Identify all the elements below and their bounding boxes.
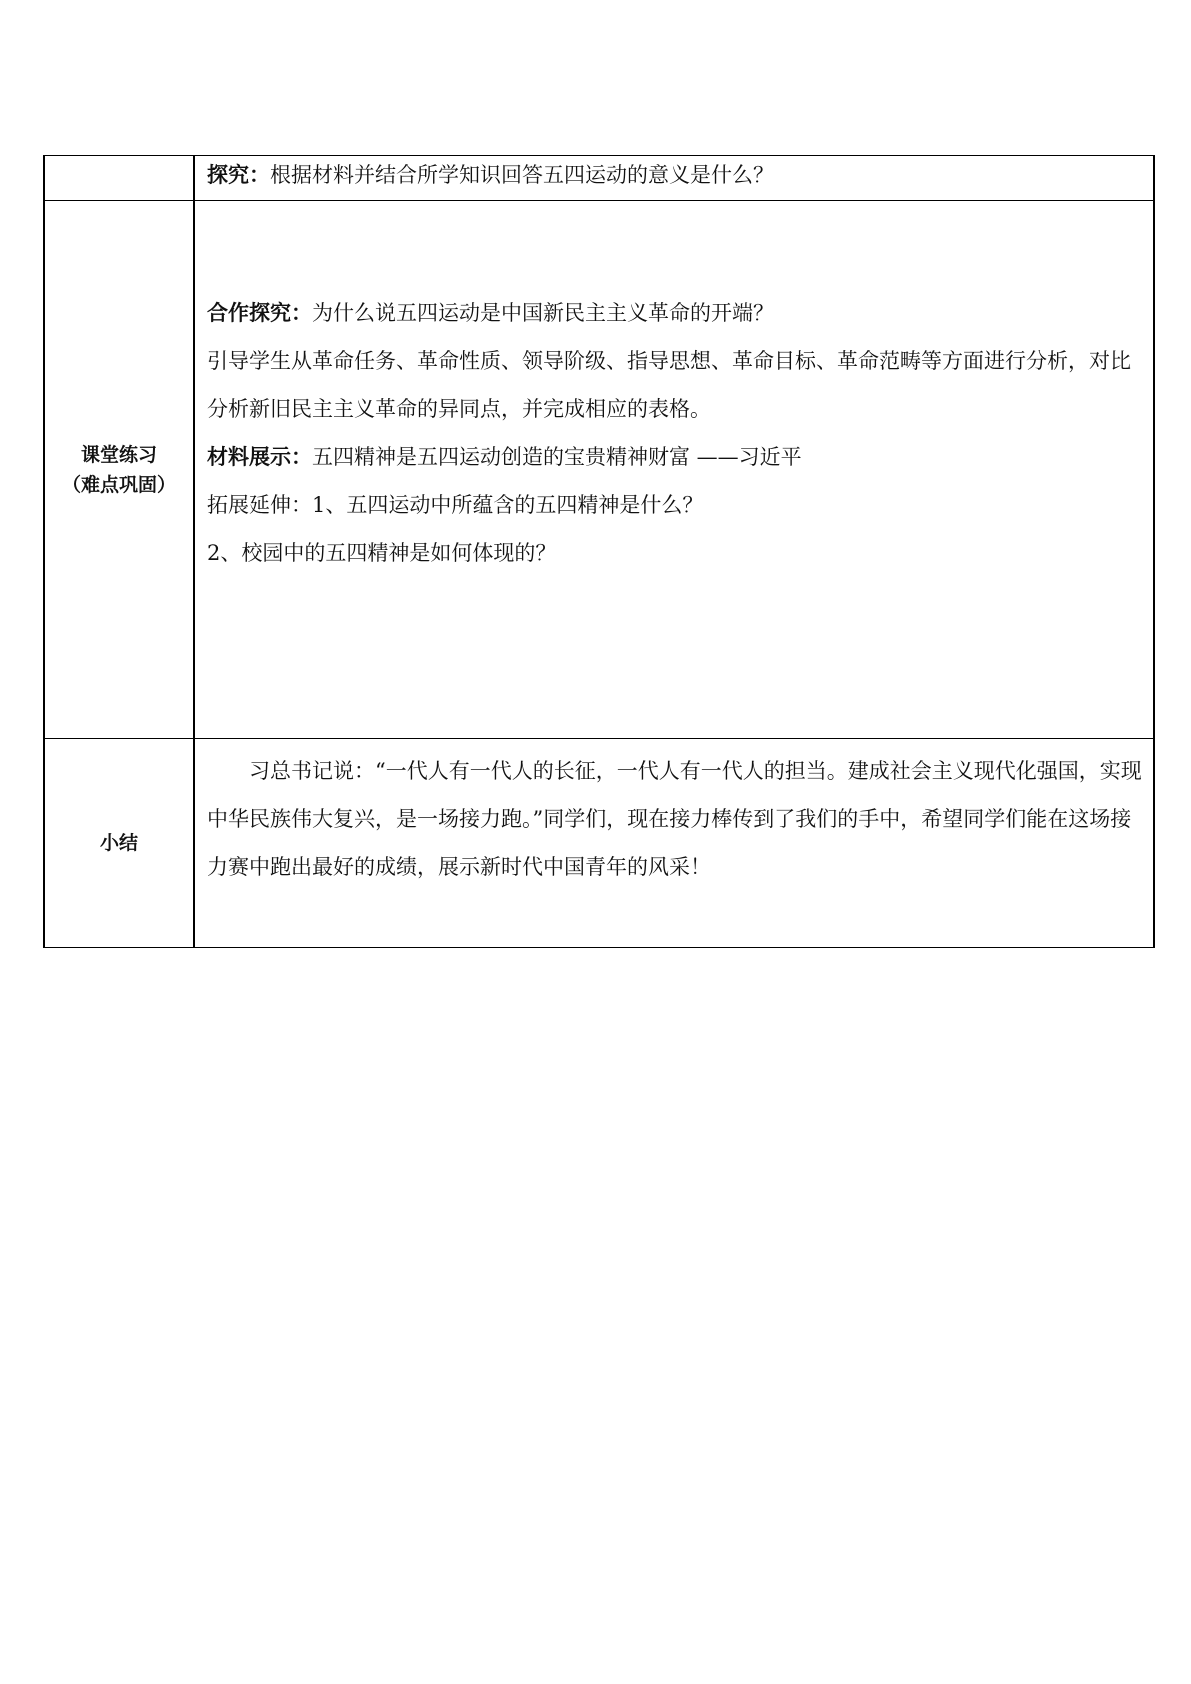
row-label-empty: [44, 156, 194, 201]
explore-paragraph: [207, 156, 1143, 194]
explore-text: 根据材料并结合所学知识回答五四运动的意义是什么？: [270, 163, 774, 187]
practice-label-line2: （难点巩固）: [61, 473, 176, 496]
summary-content: [194, 739, 1154, 948]
material-display-lead: 材料展示：: [207, 445, 312, 469]
table-row: [44, 156, 1154, 201]
summary-label: 小结: [44, 739, 194, 948]
cooperative-inquiry-text: 为什么说五四运动是中国新民主主义革命的开端？: [312, 301, 774, 325]
explore-lead: 探究：: [207, 163, 270, 187]
guidance-paragraph: 引导学生从革命任务、革命性质、领导阶级、指导思想、革命目标、革命范畴等方面进行分析，对比分析新旧民主主义革命的异同点，并完成相应的表格。: [207, 349, 1131, 421]
material-display-text: 五四精神是五四运动创造的宝贵精神财富 ——习近平: [312, 445, 802, 469]
summary-paragraph: 习总书记说：“一代人有一代人的长征，一代人有一代人的担当。建成社会主义现代化强国，实现中华民族伟大复兴，是一场接力跑。”同学们，现在接力棒传到了我们的手中，希望同学们能在这场接力赛中跑出最好的成绩，展示新时代中国青年的风采！: [207, 759, 1142, 879]
extension-question-2: 2、校园中的五四精神是如何体现的？: [207, 541, 557, 565]
table-row: [44, 739, 1154, 948]
practice-label: [44, 201, 194, 739]
explore-content: [194, 156, 1154, 201]
lesson-plan-table: [43, 155, 1155, 948]
material-display-paragraph: [207, 433, 1143, 481]
cooperative-inquiry-paragraph: [207, 289, 1143, 337]
cooperative-inquiry-lead: 合作探究：: [207, 301, 312, 325]
table-row: [44, 201, 1154, 739]
extension-question-1: 拓展延伸：1、五四运动中所蕴含的五四精神是什么？: [207, 493, 704, 517]
practice-content: [194, 201, 1154, 739]
practice-label-line1: 课堂练习: [80, 443, 157, 466]
